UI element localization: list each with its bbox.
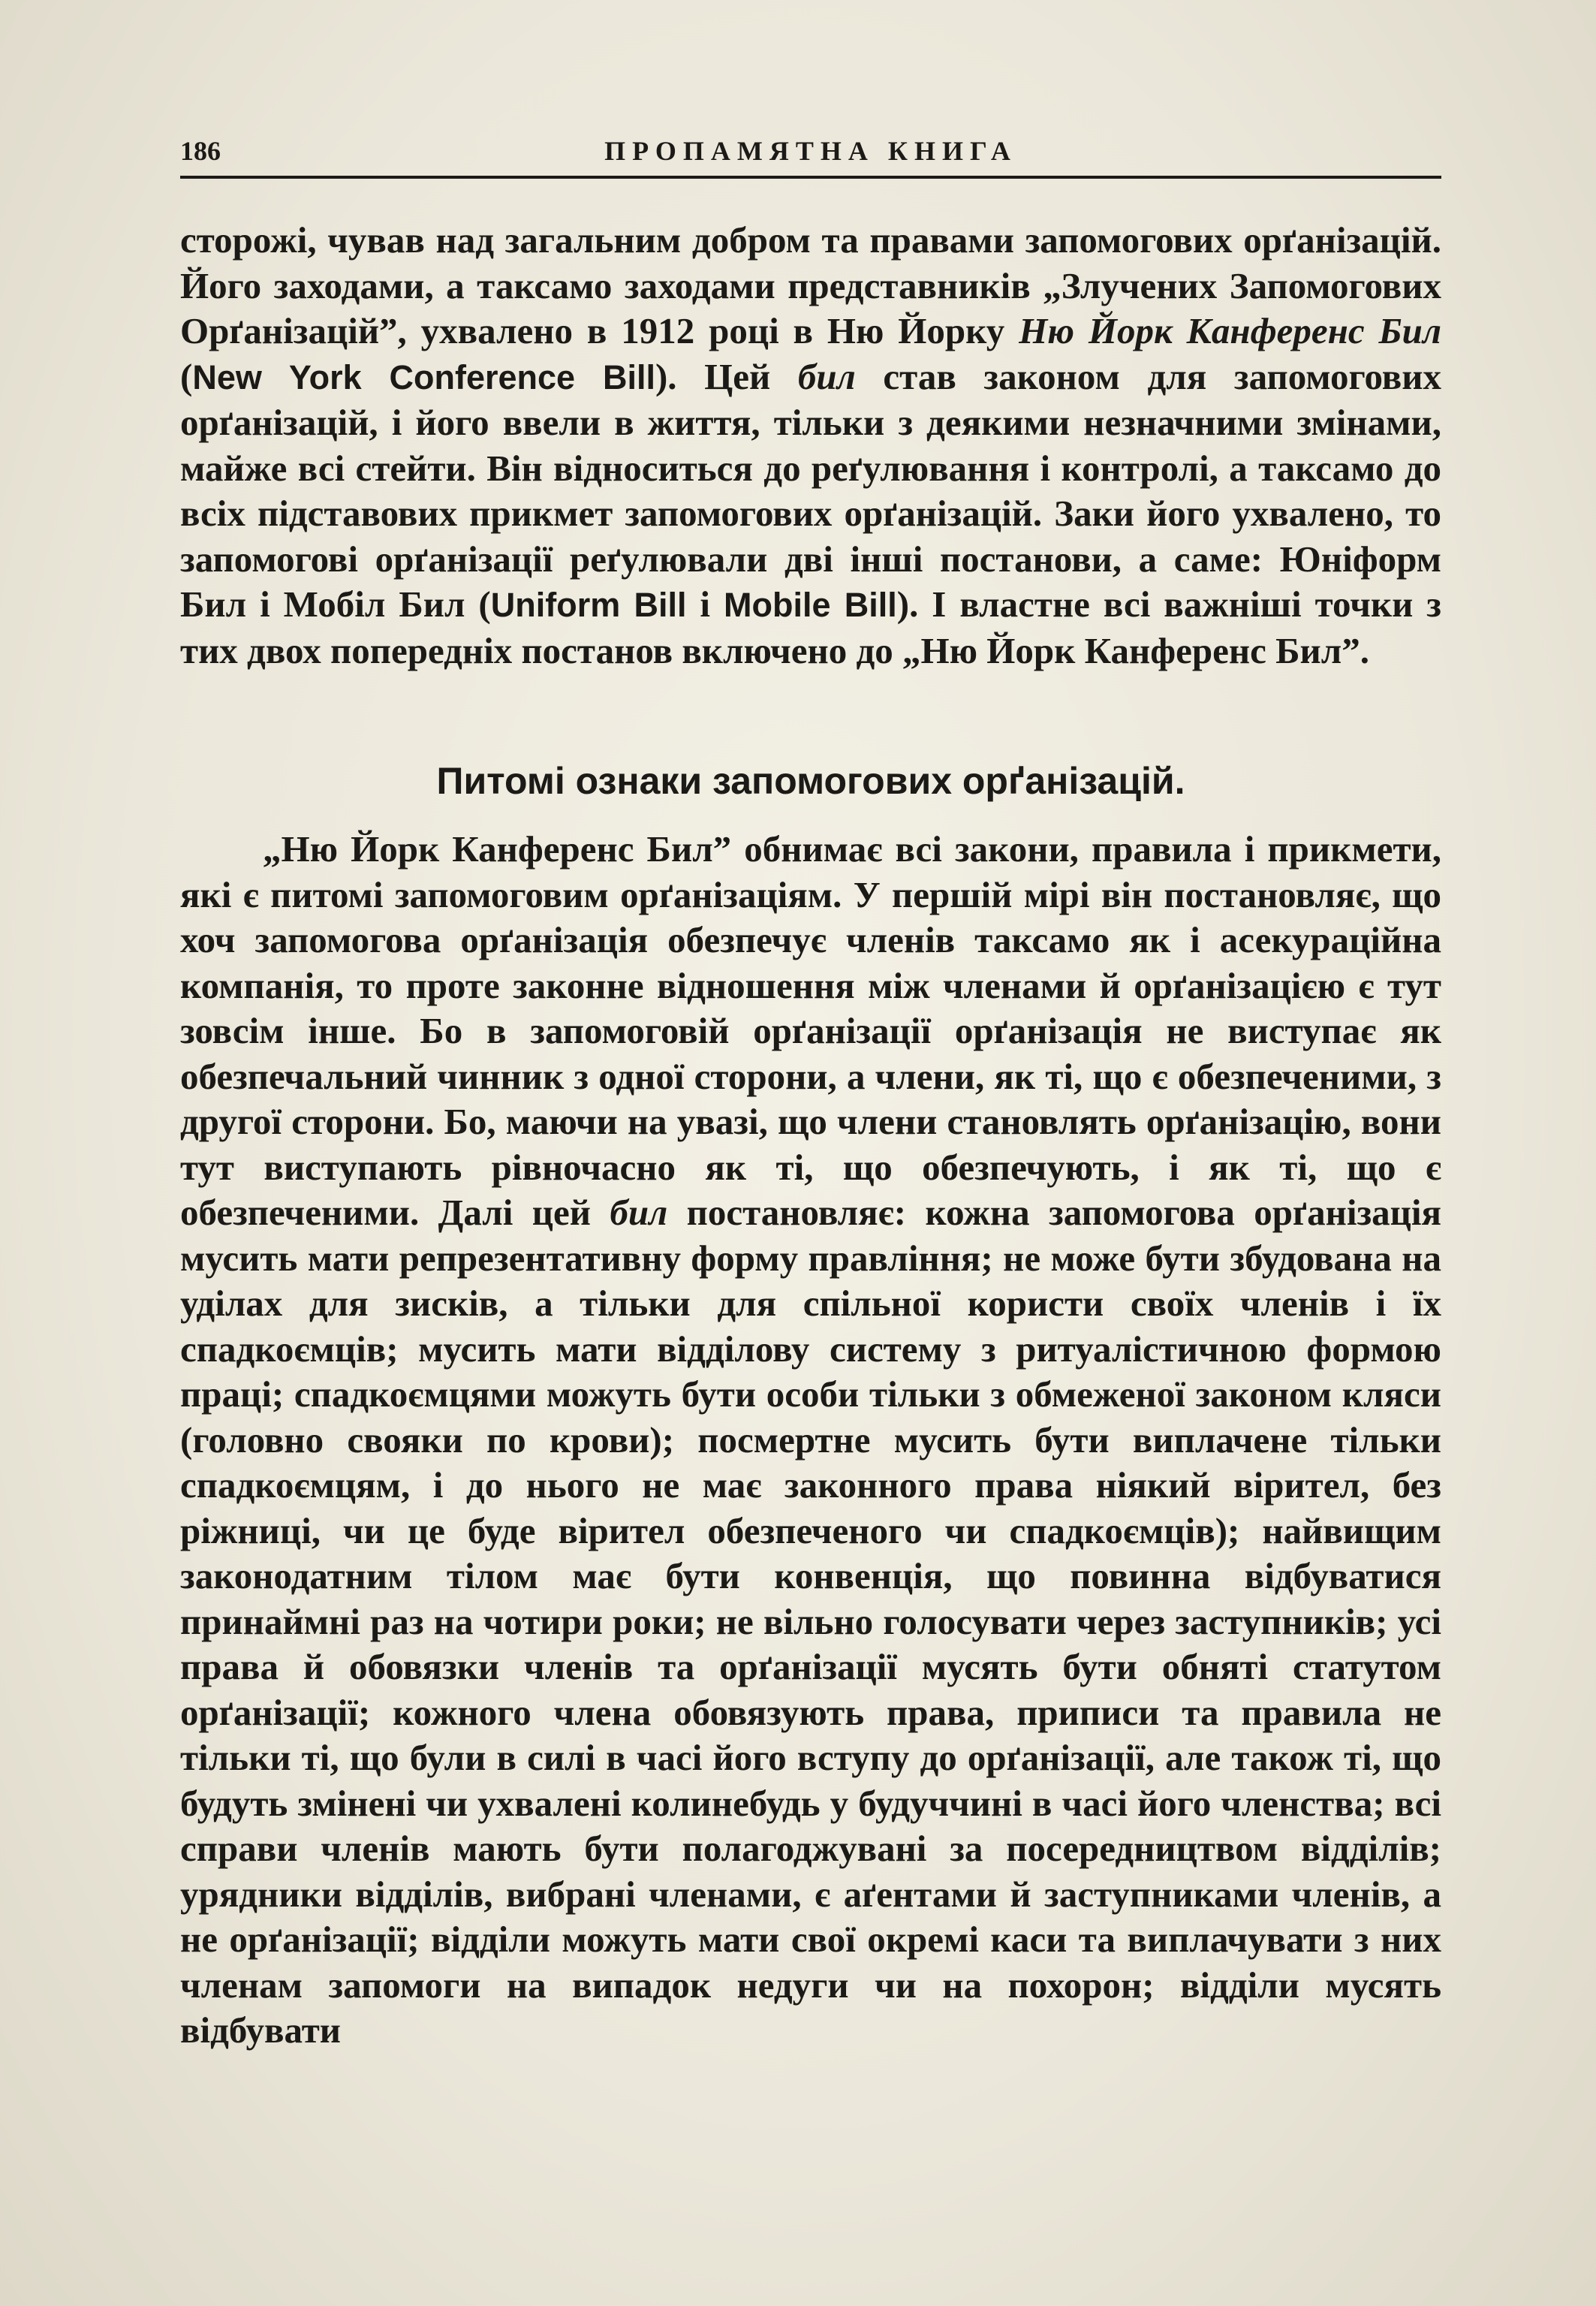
italic-term: Ню Йорк Канференс Бил bbox=[1019, 310, 1441, 351]
italic-term: бил bbox=[610, 1192, 668, 1233]
paragraph-text: сторожі, чував над загальним добром та правами запомогових орґанізацій. Його заходами, а таксамо заходами представників „Злучених Запомогових Орґанізацій”, ухвалено в 1912 році в Ню Йорку bbox=[180, 219, 1441, 351]
paragraph-text: ). І властне всі важніші точки з тих двох попередніх постанов включено до „Ню Йорк Канференс Бил”. bbox=[180, 583, 1441, 671]
paragraph bbox=[180, 827, 1441, 2054]
latin-term: Uniform Bill bbox=[490, 586, 687, 624]
page-number: 186 bbox=[180, 136, 221, 166]
page-body bbox=[180, 218, 1441, 2054]
italic-term: бил bbox=[797, 355, 856, 397]
latin-term: New York Conference Bill bbox=[192, 357, 655, 396]
paragraph-text: „Ню Йорк Канференс Бил” обнимає всі закони, правила і прикмети, які є питомі запомоговим орґанізаціям. У першій мірі він постановляє, що хоч запомогова орґанізація обезпечує членів таксамо як і асекураційна компанія, то проте законне відношення між членами й орґанізацією є тут зовсім інше. Бо в запомоговій орґанізації орґанізація не виступає як обезпечальний чинник з одної сторони, а члени, як ті, що є обезпеченими, з другої сторони. Бо, маючи на увазі, що члени становлять орґанізацію, вони тут виступають рівночасно як ті, що обезпечують, і як ті, що є обезпеченими. Далі цей bbox=[180, 828, 1441, 1233]
running-title: ПРОПАМЯТНА КНИГА bbox=[604, 136, 1017, 166]
paragraph-text: і bbox=[686, 583, 724, 625]
paragraph-text: ). Цей bbox=[655, 355, 798, 397]
paragraph-text: постановляє: кожна запомогова орґанізація мусить мати репрезентативну форму правління; не може бути збудована на уділах для зисків, а тільки для спільної користи своїх членів і їх спадкоємців; мусить мати віддiлову систему з ритуалістичною формою праці; спадкоємцями можуть бути особи тільки з обмеженої законом кляси (головно свояки по крови); посмертне мусить бути виплачене тільки спадкоємцям, і до нього не має законного права ніякий вірител, без ріжниці, чи це буде вірител обезпеченого чи спадкоємців); найвищим законодатним тілом має бути конвенція, що повинна відбуватися принаймні раз на чотири роки; не вільно голосувати через заступників; усі права й обовязки членів та орґанізації мусять бути обняті статутом орґанізації; кожного члена обовязують права, приписи та правила не тільки ті, що були в силі в часі його вступу до орґанізації, але також ті, що будуть змінені чи ухвалені колинебудь у будуччині в часі його членства; всі справи членів мають бути полагоджувані за посередництвом віддiлів; урядники віддiлів, вибрані членами, є аґентами й заступниками членів, а не орґанізації; віддiли можуть мати свої окремі каси та виплачувати з них членам запомоги на випадок недуги чи на похорон; віддiли мусять відбувати bbox=[180, 1192, 1441, 2051]
paragraph-text: став законом для запомогових орґанізацій, і його ввели в життя, тільки з деякими незначними змінами, майже всі стейти. Він відноситься до реґулювання і контролі, а таксамо до всіх підставових прикмет запомогових орґанізацій. Заки його ухвалено, то запомогові орґанізації реґулювали дві інші постанови, а саме: Юніформ Бил і Мобіл Бил ( bbox=[180, 355, 1441, 625]
paragraph-continued bbox=[180, 218, 1441, 674]
page-header bbox=[180, 126, 1441, 179]
paragraph-text: ( bbox=[180, 355, 193, 397]
section-heading: Питомі ознаки запомогових орґанізацій. bbox=[436, 760, 1185, 802]
header-rule bbox=[180, 176, 1441, 179]
latin-term: Mobile Bill bbox=[724, 586, 897, 624]
